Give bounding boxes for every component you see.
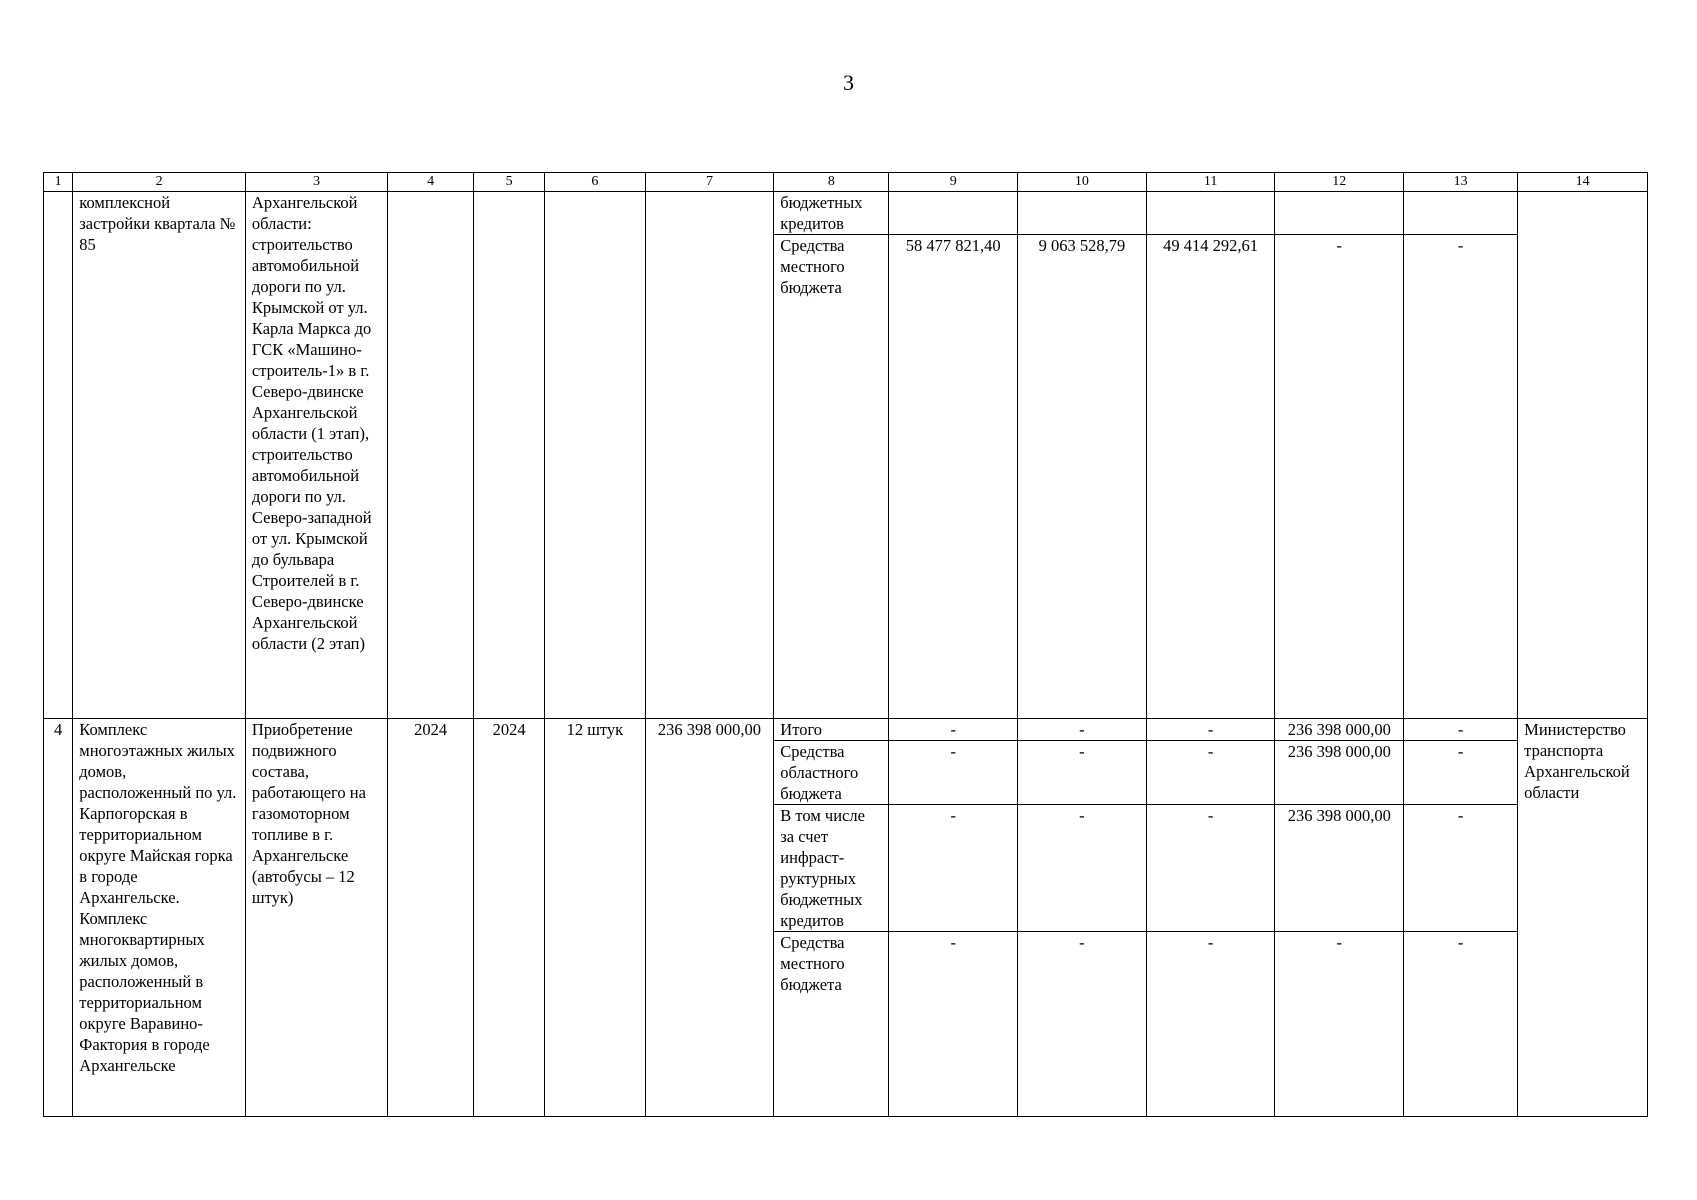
value-cell: - xyxy=(1404,235,1518,719)
header-cell: 5 xyxy=(474,173,545,192)
header-cell: 10 xyxy=(1018,173,1147,192)
value-cell: - xyxy=(1146,932,1275,1117)
value-cell: - xyxy=(1404,741,1518,805)
value-cell: 49 414 292,61 xyxy=(1146,235,1275,719)
header-row xyxy=(44,173,1648,192)
value-cell: 236 398 000,00 xyxy=(1275,805,1404,932)
funding-source-cell: В том числе за счет инфраст-руктурных бюджетных кредитов xyxy=(774,805,889,932)
total-cost-cell: 236 398 000,00 xyxy=(645,719,774,1117)
value-cell xyxy=(1146,192,1275,235)
value-cell: - xyxy=(1018,805,1147,932)
header-cell: 6 xyxy=(545,173,645,192)
event-name-cell: Приобретение подвижного состава, работающего на газомоторном топливе в г. Архангельске (автобусы – 12 штук) xyxy=(245,719,387,1117)
value-cell: 236 398 000,00 xyxy=(1275,741,1404,805)
value-cell xyxy=(1018,192,1147,235)
value-cell: - xyxy=(1404,932,1518,1117)
value-cell xyxy=(1404,192,1518,235)
header-cell: 7 xyxy=(645,173,774,192)
header-cell: 13 xyxy=(1404,173,1518,192)
value-cell: - xyxy=(1018,719,1147,741)
header-cell: 4 xyxy=(388,173,474,192)
value-cell: - xyxy=(1146,741,1275,805)
event-name-cell: Архангельской области: строительство автомобильной дороги по ул. Крымской от ул. Карла Маркса до ГСК «Машино-строитель-1» в г. Северо-двинске Архангельской области (1 этап), строительство автомобильной дороги по ул. Северо-западной от ул. Крымской до бульвара Строителей в г. Северо-двинске Архангельской области (2 этап) xyxy=(245,192,387,719)
funding-source-cell: бюджетных кредитов xyxy=(774,192,889,235)
value-cell: - xyxy=(889,741,1018,805)
header-cell: 8 xyxy=(774,173,889,192)
value-cell: - xyxy=(1404,719,1518,741)
start-year-cell xyxy=(388,192,474,719)
value-cell: - xyxy=(889,719,1018,741)
header-cell: 3 xyxy=(245,173,387,192)
value-cell: - xyxy=(1275,235,1404,719)
value-cell: - xyxy=(1275,932,1404,1117)
value-cell: - xyxy=(889,932,1018,1117)
responsible-cell xyxy=(1518,192,1648,719)
header-cell: 12 xyxy=(1275,173,1404,192)
funding-source-cell: Итого xyxy=(774,719,889,741)
value-cell: 236 398 000,00 xyxy=(1275,719,1404,741)
value-cell xyxy=(889,192,1018,235)
responsible-cell: Министерство транспорта Архангельской области xyxy=(1518,719,1648,1117)
value-cell: 58 477 821,40 xyxy=(889,235,1018,719)
header-cell: 11 xyxy=(1146,173,1275,192)
value-cell: - xyxy=(1146,719,1275,741)
total-cost-cell xyxy=(645,192,774,719)
header-cell: 2 xyxy=(73,173,246,192)
value-cell: - xyxy=(1146,805,1275,932)
start-year-cell: 2024 xyxy=(388,719,474,1117)
quantity-cell xyxy=(545,192,645,719)
funding-source-cell: Средства областного бюджета xyxy=(774,741,889,805)
value-cell: - xyxy=(1018,932,1147,1117)
funding-source-cell: Средства местного бюджета xyxy=(774,932,889,1117)
end-year-cell: 2024 xyxy=(474,719,545,1117)
value-cell: - xyxy=(1404,805,1518,932)
table-row xyxy=(44,192,1648,235)
page-number: 3 xyxy=(843,70,854,95)
object-name-cell: комплексной застройки квартала № 85 xyxy=(73,192,246,719)
value-cell: - xyxy=(1018,741,1147,805)
end-year-cell xyxy=(474,192,545,719)
row-index-cell xyxy=(44,192,73,719)
object-name-cell: Комплекс многоэтажных жилых домов, расположенный по ул. Карпогорская в территориальном округе Майская горка в городе Архангельске. Комплекс многоквартирных жилых домов, расположенный в территориальном округе Варавино-Фактория в городе Архангельске xyxy=(73,719,246,1117)
value-cell: - xyxy=(889,805,1018,932)
header-cell: 14 xyxy=(1518,173,1648,192)
value-cell xyxy=(1275,192,1404,235)
funding-source-cell: Средства местного бюджета xyxy=(774,235,889,719)
table-row xyxy=(44,719,1648,741)
header-cell: 1 xyxy=(44,173,73,192)
financing-table xyxy=(43,172,1648,1117)
value-cell: 9 063 528,79 xyxy=(1018,235,1147,719)
row-index-cell: 4 xyxy=(44,719,73,1117)
quantity-cell: 12 штук xyxy=(545,719,645,1117)
header-cell: 9 xyxy=(889,173,1018,192)
